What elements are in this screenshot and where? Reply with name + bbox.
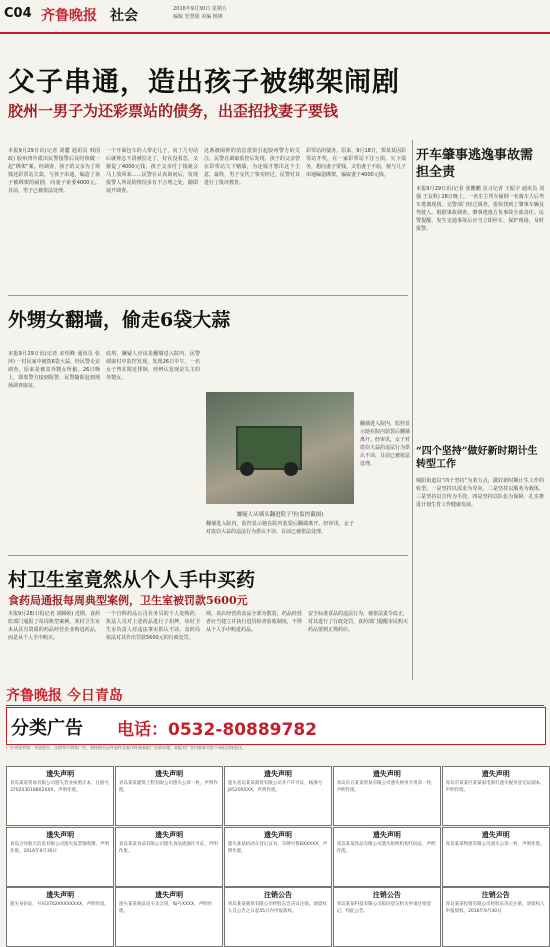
section-title: 社会	[110, 8, 138, 24]
classified-box-title: 遗失声明	[155, 770, 184, 778]
header-meta	[173, 5, 227, 21]
header-editors: 编辑 管慧娟 美编 杨锋	[173, 14, 223, 20]
article2-column-2: 底坝，嫌疑人应该是翻墙进入院内。民警调取村中监控发现，发现26日中午，一名女子曾在附近徘徊，经辨认发现是失主的外甥女。	[106, 351, 200, 381]
surveillance-photo	[206, 392, 354, 504]
classified-box-body: 青岛市某某区某某家电商行遗失税务登记证副本，声明作废。	[445, 781, 545, 793]
classified-box	[115, 887, 223, 947]
divider	[8, 555, 408, 556]
ad-header	[6, 683, 544, 706]
article3-column-3: 则，该店经营的食品全部为散装，药品经营者应当建立并执行进货检查验收制度，不得从个人手中购进药品。	[206, 611, 302, 633]
lead-subheadline: 胶州一男子为还彩票站的债务，出歪招找妻子要钱	[8, 102, 339, 120]
article3-subheadline: 食药局通报每周典型案例，卫生室被罚款5600元	[8, 594, 248, 607]
divider	[8, 295, 408, 296]
classified-title: 分类广告	[11, 718, 83, 739]
classified-box	[115, 766, 223, 826]
classified-box	[115, 827, 223, 887]
column-divider	[412, 140, 413, 680]
classified-ad-banner	[6, 707, 546, 745]
classified-box-title: 注销公告	[263, 891, 292, 899]
classified-box-body: 青岛某某科技有限公司拟向登记机关申请注销登记，特此公告。	[336, 902, 432, 914]
classified-box-title: 遗失声明	[372, 830, 401, 839]
sidebar-headline: 开车肇事逃逸事故需担全责	[416, 148, 534, 180]
classified-box-title: 遗失声明	[46, 770, 75, 778]
ad-logo: 齐鲁晚报 今日青岛	[6, 688, 123, 704]
article2-headline: 外甥女翻墙，偷走6袋大蒜	[8, 309, 231, 331]
classified-box	[224, 766, 332, 826]
article2-column-3: 翻墙进入院内，监控显示她在院内装袋后翻墙离开。经审讯，女子对盗窃大蒜的违法行为供认不讳，目前已被依法处理。	[206, 521, 354, 535]
masthead-logo: 齐鲁晚报	[41, 8, 97, 24]
classified-phone: 电话：0532-80889782	[117, 720, 317, 740]
classified-box-title: 遗失声明	[46, 891, 75, 899]
classified-box	[333, 887, 441, 947]
sidebar-body-2: 城阳街道以“四个坚持”为着力点，做好新时期计生工作的转型。一是坚持以需求为导向，二是坚持以服务为载体，三是坚持以宣传为手段，四是坚持以队伍为保障，扎实推进计划生育工作健康发展。	[416, 478, 544, 508]
classified-box-title: 遗失声明	[372, 770, 401, 778]
classified-box-title: 注销公告	[481, 891, 510, 899]
classified-box	[333, 827, 441, 887]
classified-box-title: 注销公告	[372, 891, 401, 899]
classified-box	[442, 766, 550, 826]
classified-box-body: 青岛某某物流有限公司遗失公章一枚，声明作废。	[445, 841, 545, 847]
lead-column-1: 本报9月29日讯(记者 刘麓 通讯员 韩国政) 胶州四中派出民警接警后及时侦破一起“绑架”案。经调查，孩子的父亲为了筹钱还彩票站欠款，与孩子串通，编造了孩子被绑架的闹剧，向妻子索要4000元。目前，男子已被依法处理。	[8, 148, 100, 194]
classified-box	[224, 827, 332, 887]
article3-column-4: 安全标准食品的违法行为，被依法责令改正，对其进行了行政处罚，食药部门提醒市民购买药品要到正规药店。	[308, 611, 408, 633]
classified-box	[6, 766, 114, 826]
classified-box-title: 遗失声明	[155, 891, 184, 899]
classified-box-body: 青岛某某商贸有限公司经股东会决议注销，请债权人自公告之日起45日内申报债权。	[227, 902, 327, 914]
classified-box-body: 遗失身份证，号码3702XXXXXXXX，声明作废。	[10, 902, 110, 907]
classified-box-body: 青岛东方某某贸易有限公司遗失财务专用章一枚，声明作废。	[336, 781, 436, 793]
article2-column-1: 本报9月29日讯(记者 宋绍峰 通讯员 张萍) 一村民家中被盗6袋大蒜，经民警走访调查，原来是被其外甥女所偷。26日晚上，即墨警方接到报警，民警随即赶到现场调查取证。	[8, 351, 100, 389]
photo-caption: 嫌疑人从墙头翻进院子里(监控截图)	[236, 512, 324, 518]
ad-notice: 广告刊登须知：刊登遗失、注销等声明类广告，须持相关证件原件及复印件到本报广告部办理，本报对广告内容真实性不承担法律责任。	[6, 745, 246, 750]
classified-box-title: 遗失声明	[481, 830, 510, 839]
classified-box	[333, 766, 441, 826]
classified-box-title: 遗失声明	[263, 770, 292, 778]
classified-box-body: 青岛某某贸易有限公司遗失营业执照正本，注册号370203018802XXX，声明作废。	[10, 781, 109, 793]
classified-box-body: 青岛某某建筑工程有限公司遗失公章一枚，声明作废。	[118, 781, 218, 793]
classified-box-title: 遗失声明	[155, 830, 184, 839]
lead-headline: 父子串通，造出孩子被绑架闹剧	[8, 67, 400, 98]
wheel-shape	[240, 462, 254, 476]
classified-box	[224, 887, 332, 947]
classified-box	[442, 887, 550, 947]
classified-box	[6, 887, 114, 947]
article3-column-2: 一个自称药品公司业务员的个人处购药，执法人员对上述药品进行了扣押，该村卫生室负责人对违法事实供认不讳，食药局依法对其作出罚款5600元的行政处罚。	[106, 611, 200, 641]
classified-box-body: 青岛某某投资有限公司经股东决定注销，请债权人申报债权。2016年9月30日	[445, 902, 545, 914]
classified-box-body: 青岛某某食品有限公司遗失食品流通许可证，声明作废。	[118, 841, 218, 854]
classified-box-body: 青岛合谷航天信息有限公司遗失发票领购簿，声明作废。2016年9月30日	[10, 841, 109, 854]
classified-box-body: 遗失某某机动车登记证书，车牌号鲁BXXXXX，声明作废。	[227, 841, 328, 854]
article3-column-1: 本报9月28日讯(记者 刘腾蛟) 近期，食药监部门通报了每周典型案例。某村卫生室未从具有资质的药品经营企业购进药品，而是从个人手中购买。	[8, 611, 100, 641]
page-number: C04	[4, 6, 32, 21]
classified-box-title: 遗失声明	[46, 830, 75, 839]
lead-column-2: 一个开面包车的人带走儿子，向丁几句话后就神志不清被拉走了，好在没着急，又催促了4000元钱，孩子父亲付了钱就会马上放回来……民警在认真询问后，发现报警人所说的情况多有不合理之处，随即展开调查。	[106, 148, 198, 194]
classified-box-body: 遗失青岛某某商贸有限公司开户许可证，核准号J4520XXXX，声明作废。	[227, 781, 323, 793]
classified-box	[442, 827, 550, 887]
classified-box-title: 遗失声明	[263, 830, 292, 839]
article2-column-4: 翻墙进入院内，监控显示她在院内装袋后翻墙离开。经审讯，女子对盗窃大蒜的违法行为供认不讳，目前已被依法处理。	[360, 421, 410, 467]
page-header	[0, 0, 550, 34]
classified-box-body: 青岛某某饮品有限公司遗失组织机构代码证，声明作废。	[336, 841, 436, 854]
article3-headline: 村卫生室竟然从个人手中买药	[8, 569, 256, 591]
sidebar-body: 本报9月29日讯(记者 张鹏鹏 见习记者 王振宇 通讯员 刘强 王友科) 28日晚上，一名车主驾车撞倒一名骑车人后驾车逃离现场。交警部门经过调查，很快找到了肇事车辆及驾驶人。根据事故调查，肇事逃逸方负事故全部责任。民警提醒，发生交通事故后应当立即停车，保护现场，及时报警。	[416, 186, 544, 232]
classified-box-body: 遗失某某商品房买卖合同，编号XXXX，声明作废。	[118, 902, 213, 914]
wheel-shape	[284, 462, 298, 476]
sidebar-headline-2: “四个坚持”做好新时期计生转型工作	[416, 446, 538, 470]
classified-box-title: 遗失声明	[481, 770, 510, 778]
lead-column-3: 这条被闹钟的消息很快引起胶州警方的关注，民警在调取监控后发现，孩子的父亲曾在彩票站欠下赌债，为还钱才想出这个主意。最终，男子交代了事实经过，民警对其进行了批评教育。	[204, 148, 300, 186]
header-date: 2016年9月30日 星期五	[173, 6, 227, 12]
sidebar	[416, 147, 544, 647]
classified-box	[6, 827, 114, 887]
lead-column-4: 彩票站的债务。原来，9月18日，郑某某因彩票站开奖，在一家彩票站下注亏损，欠下债务，想向妻子要钱，又怕妻子不给，便与儿子串通编造绑架，骗取妻子4000元钱。	[306, 148, 406, 178]
